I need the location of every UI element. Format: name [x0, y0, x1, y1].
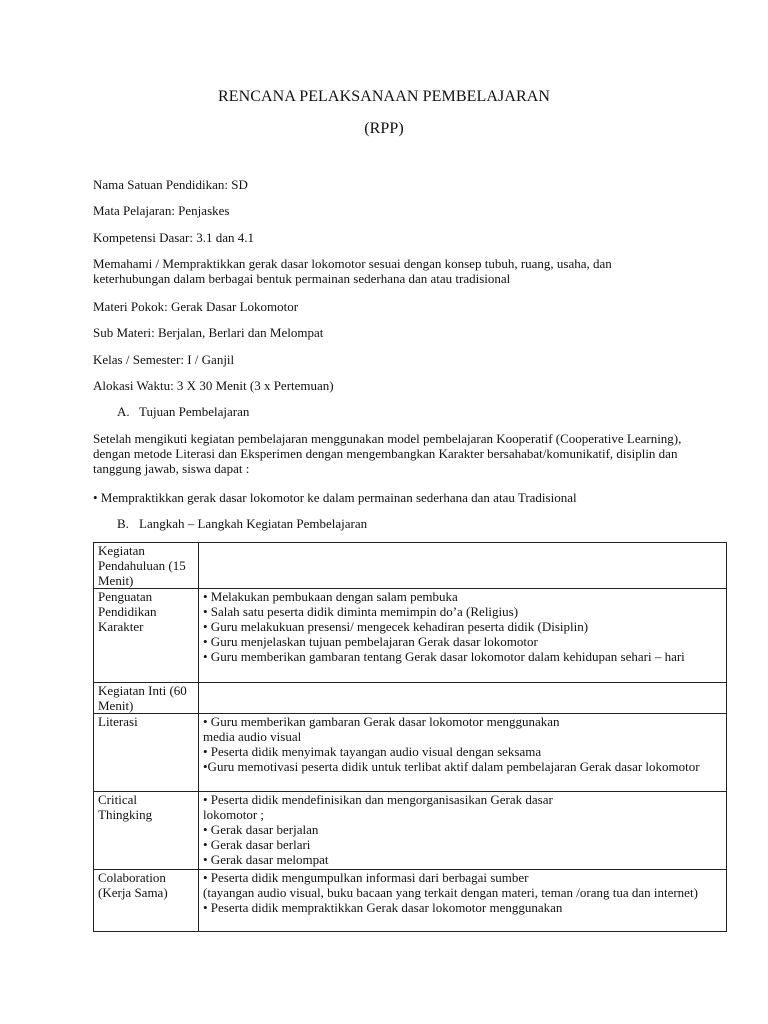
activity-item: • Guru memberikan gambaran Gerak dasar lokomotor menggunakan	[203, 714, 560, 729]
class-semester-line: Kelas / Semester: I / Ganjil	[93, 352, 235, 367]
activity-item: • Gerak dasar berjalan	[203, 822, 319, 837]
school-line: Nama Satuan Pendidikan: SD	[93, 177, 248, 192]
activity-item: • Salah satu peserta didik diminta memimpin do’a (Religius)	[203, 604, 519, 619]
competency-line: Kompetensi Dasar: 3.1 dan 4.1	[93, 230, 255, 245]
activity-label: Kegiatan Inti (60 Menit)	[94, 683, 199, 714]
activity-item: media audio visual	[203, 729, 302, 744]
table-row	[94, 714, 727, 792]
table-row	[94, 589, 727, 683]
activity-item: • Guru memberikan gambaran tentang Gerak dasar lokomotor dalam kehidupan sehari – hari	[203, 649, 685, 664]
activity-item: • Peserta didik mempraktikkan Gerak dasar lokomotor menggunakan	[203, 900, 563, 915]
section-b-heading	[117, 516, 367, 531]
section-b-title: Langkah – Langkah Kegiatan Pembelajaran	[139, 516, 368, 531]
activity-item: • Peserta didik mengumpulkan informasi dari berbagai sumber	[203, 870, 529, 885]
activity-item: • Peserta didik menyimak tayangan audio visual dengan seksama	[203, 744, 542, 759]
activity-label: Kegiatan Pendahuluan (15 Menit)	[94, 543, 199, 589]
activity-item: • Gerak dasar berlari	[203, 837, 311, 852]
activity-item: • Melakukan pembukaan dengan salam pembuka	[203, 589, 458, 604]
section-a-number: A.	[117, 404, 130, 419]
activity-label: Critical Thingking	[94, 792, 199, 870]
subject-line: Mata Pelajaran: Penjaskes	[93, 203, 230, 218]
table-row	[94, 870, 727, 932]
activity-details	[199, 683, 727, 714]
activity-item: • Guru menjelaskan tujuan pembelajaran Gerak dasar lokomotor	[203, 634, 538, 649]
activity-item: • Guru melakukuan presensi/ mengecek kehadiran peserta didik (Disiplin)	[203, 619, 589, 634]
material-line: Materi Pokok: Gerak Dasar Lokomotor	[93, 299, 299, 314]
activity-item: lokomotor ;	[203, 807, 265, 822]
objective-bullet: • Mempraktikkan gerak dasar lokomotor ke dalam permainan sederhana dan atau Tradisional	[93, 490, 577, 505]
activity-item: •Guru memotivasi peserta didik untuk terlibat aktif dalam pembelajaran Gerak dasar lokomotor	[203, 759, 700, 774]
document-title: RENCANA PELAKSANAAN PEMBELAJARAN	[217, 88, 551, 105]
activity-details	[199, 543, 727, 589]
activity-label: Colaboration (Kerja Sama)	[94, 870, 199, 932]
competency-description: Memahami / Mempraktikkan gerak dasar lokomotor sesuai dengan konsep tubuh, ruang, usaha, dan keterhubungan dalam berbagai bentuk permainan sederhana dan atau tradisional	[93, 256, 612, 286]
activity-table	[93, 542, 727, 932]
activity-label: Literasi	[94, 714, 199, 792]
activity-details	[199, 870, 727, 932]
activity-item: (tayangan audio visual, buku bacaan yang terkait dengan materi, teman /orang tua dan internet)	[203, 885, 698, 900]
table-row	[94, 683, 727, 714]
activity-item: • Peserta didik mendefinisikan dan mengorganisasikan Gerak dasar	[203, 792, 553, 807]
activity-item: • Gerak dasar melompat	[203, 852, 329, 867]
section-a-heading	[117, 404, 249, 419]
table-row	[94, 792, 727, 870]
activity-label: Penguatan Pendidikan Karakter	[94, 589, 199, 683]
document-subtitle: (RPP)	[364, 120, 404, 137]
submaterial-line: Sub Materi: Berjalan, Berlari dan Melompat	[93, 325, 324, 340]
activity-details	[199, 792, 727, 870]
objective-paragraph: Setelah mengikuti kegiatan pembelajaran menggunakan model pembelajaran Kooperatif (Cooperative Learning), dengan metode Literasi dan Eksperimen dengan mengembangkan Karakter bersahabat/komunikatif, disiplin dan tanggung jawab, siswa dapat :	[93, 431, 682, 476]
table-row	[94, 543, 727, 589]
section-a-title: Tujuan Pembelajaran	[139, 404, 250, 419]
time-allocation-line: Alokasi Waktu: 3 X 30 Menit (3 x Pertemuan)	[93, 378, 334, 393]
activity-details	[199, 714, 727, 792]
section-b-number: B.	[117, 516, 129, 531]
activity-details	[199, 589, 727, 683]
